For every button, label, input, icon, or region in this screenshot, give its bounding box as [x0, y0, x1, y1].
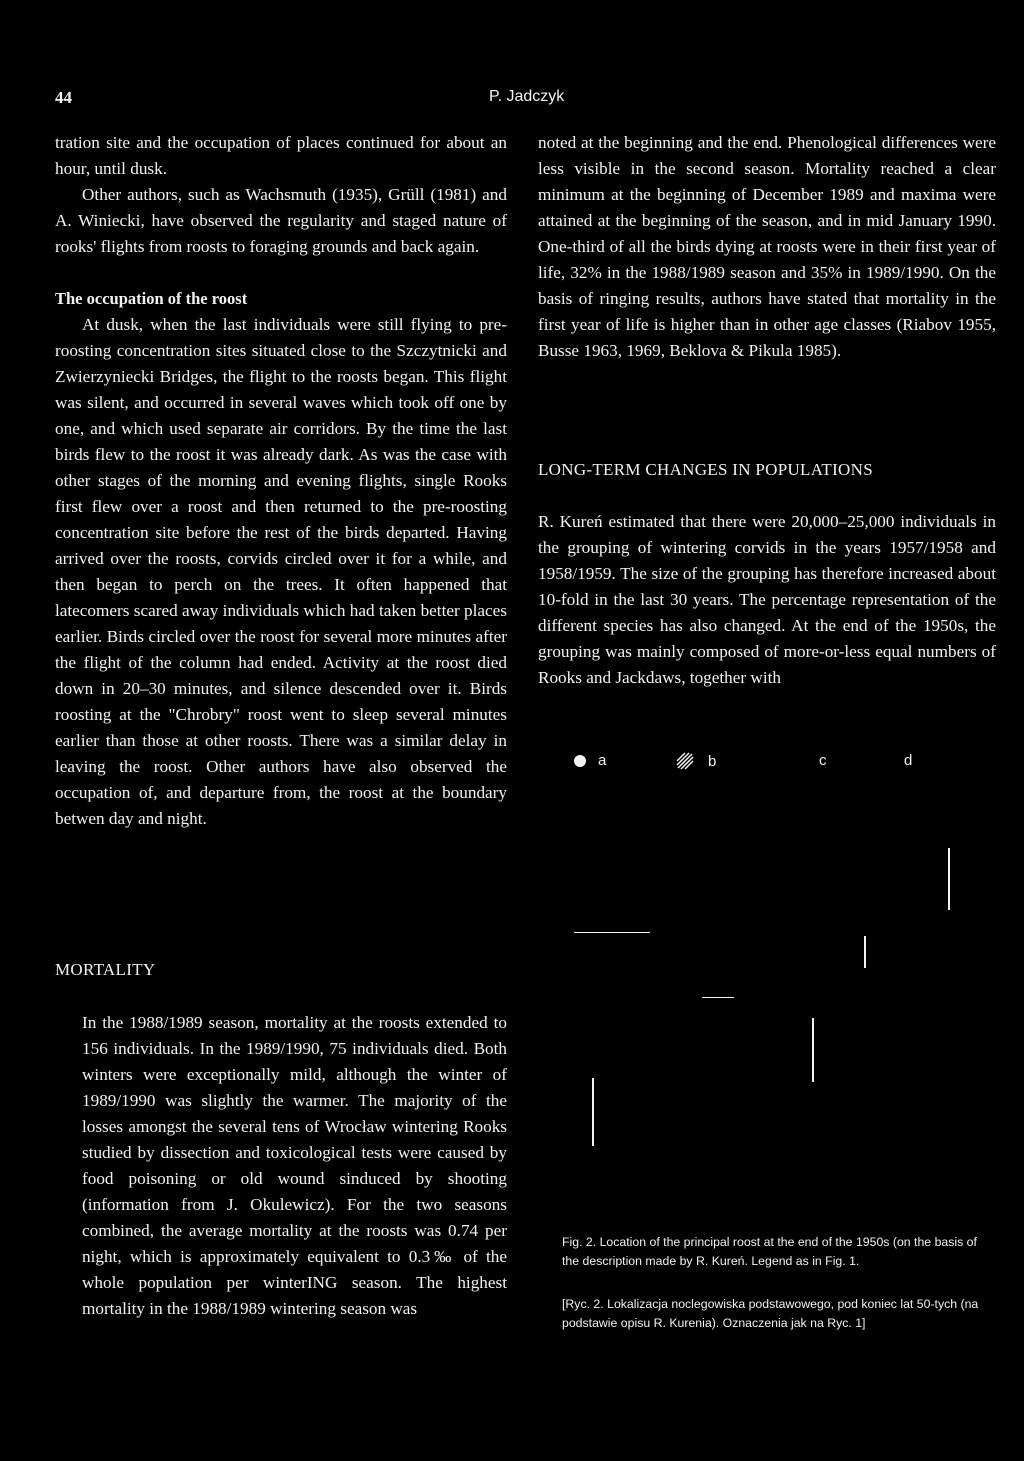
running-head: P. Jadczyk	[489, 88, 565, 105]
legend-label-a: a	[598, 752, 607, 769]
map-line	[812, 1018, 814, 1082]
hatched-area-icon	[676, 752, 694, 770]
section-heading-mortality: MORTALITY	[55, 960, 156, 979]
legend-item-c	[819, 752, 827, 769]
paragraph: Other authors, such as Wachsmuth (1935), Grüll (1981) and A. Winiecki, have observed the regularity and staged nature of rooks' flights from roosts to foraging grounds and back again.	[55, 185, 507, 256]
map-line	[574, 932, 650, 933]
section-heading-long-term-changes: LONG-TERM CHANGES IN POPULATIONS	[538, 460, 873, 479]
legend-item-b	[676, 752, 716, 770]
dot-icon	[574, 755, 586, 767]
page-number: 44	[55, 88, 72, 107]
paragraph: R. Kureń estimated that there were 20,000–25,000 individuals in the grouping of wintering corvids in the years 1957/1958 and 1958/1959. The size of the grouping has therefore increased about 10-fold in the last 30 years. The percentage representation of the different species has also changed. At the end of the 1950s, the grouping was mainly composed of more-or-less equal numbers of Rooks and Jackdaws, together with	[538, 512, 996, 687]
legend-item-a	[574, 752, 606, 769]
figure-caption-pl	[562, 1295, 996, 1333]
map-line	[948, 848, 950, 910]
map-line	[592, 1078, 594, 1146]
left-column-text	[55, 130, 507, 832]
right-column-text	[538, 130, 996, 364]
figure-caption-en	[562, 1233, 996, 1271]
subheading-occupation: The occupation of the roost	[55, 289, 248, 308]
mortality-text	[82, 1010, 507, 1322]
paragraph: tration site and the occupation of places continued for about an hour, until dusk.	[55, 133, 507, 178]
map-line	[864, 936, 866, 968]
paragraph: In the 1988/1989 season, mortality at the roosts extended to 156 individuals. In the 1989/1990, 75 individuals died. Both winters were exceptionally mild, although the winter of 1989/1990 was slightly the warmer. The majority of the losses amongst the several tens of Wrocław wintering Rooks studied by dissection and toxicological tests were caused by food poisoning or old wound sinduced by shooting (information from J. Okulewicz). For the two seasons combined, the average mortality at the roosts was 0.74 per night, which is approximately equivalent to 0.3‰ of the whole population per winterING season. The highest mortality in the 1988/1989 wintering season was	[82, 1013, 507, 1318]
legend-label-c: c	[819, 752, 827, 769]
long-term-text	[538, 509, 996, 691]
legend-item-d	[904, 752, 912, 769]
paragraph: At dusk, when the last individuals were still flying to pre-roosting concentration sites situated close to the Szczytnicki and Zwierzyniecki Bridges, the flight to the roosts began. This flight was silent, and occurred in several waves which took off one by one, and which used separate air corridors. By the time the last birds flew to the roost it was already dark. As was the case with other stages of the morning and evening flights, single Rooks first flew over a roost and then returned to the pre-roosting concentration site before the rest of the birds departed. Having arrived over the roosts, corvids circled over it for a while, and then began to perch on the trees. It often happened that latecomers scared away individuals which had taken better places earlier. Birds circled over the roost for several more minutes after the flight of the column had ended. Activity at the roost died down in 20–30 minutes, and silence descended over it. Birds roosting at the "Chrobry" roost went to sleep several minutes earlier than those at other roosts. There was a similar delay in leaving the roost. Other authors have also observed the occupation of, and departure from, the roost at the boundary betwen day and night.	[55, 315, 507, 828]
map-line	[702, 997, 734, 998]
paragraph: noted at the beginning and the end. Phenological differences were less visible in the second season. Mortality reached a clear minimum at the beginning of December 1989 and maxima were attained at the beginning of the season, and in mid January 1990. One-third of all the birds dying at roosts were in their first year of life, 32% in the 1988/1989 season and 35% in 1989/1990. On the basis of ringing results, authors have stated that mortality in the first year of life is higher than in other age classes (Riabov 1955, Busse 1963, 1969, Beklova & Pikula 1985).	[538, 133, 996, 360]
caption-text: [Ryc. 2. Lokalizacja noclegowiska podstawowego, pod koniec lat 50-tych (na podstawie opisu R. Kurenia). Oznaczenia jak na Ryc. 1]	[562, 1297, 979, 1330]
legend-label-d: d	[904, 752, 913, 769]
legend-label-b: b	[708, 752, 717, 770]
caption-text: Fig. 2. Location of the principal roost at the end of the 1950s (on the basis of the description made by R. Kureń. Legend as in Fig. 1.	[562, 1235, 977, 1268]
